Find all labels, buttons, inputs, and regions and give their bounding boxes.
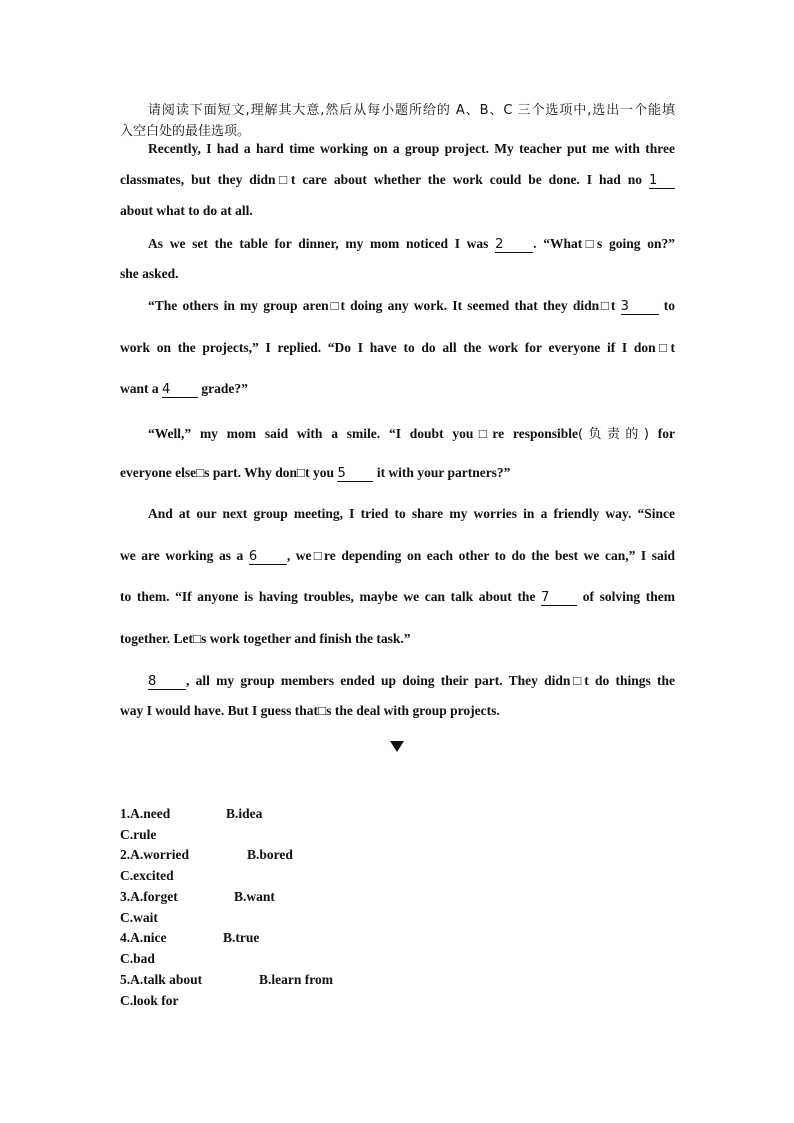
option-row-3-c bbox=[120, 910, 158, 926]
option-row-1-c bbox=[120, 827, 156, 843]
blank-8: 8 bbox=[148, 675, 186, 690]
blank-5: 5 bbox=[337, 467, 373, 482]
passage-p3-line-2: work on the projects,” I replied. “Do I have to do all the work for everyone if I don□t bbox=[120, 340, 675, 355]
passage-text: of solving them bbox=[577, 589, 675, 604]
option-c: C.excited bbox=[120, 868, 174, 883]
blank-6: 6 bbox=[249, 550, 287, 565]
blank-4: 4 bbox=[162, 383, 198, 398]
option-a: 4.A.nice bbox=[120, 930, 167, 945]
passage-p3-line-1 bbox=[120, 298, 675, 315]
option-a: 2.A.worried bbox=[120, 847, 189, 862]
passage-p6-line-2: way I would have. But I guess that□s the deal with group projects. bbox=[120, 703, 500, 718]
option-a: 3.A.forget bbox=[120, 889, 178, 904]
passage-p1-line-1: Recently, I had a hard time working on a group project. My teacher put me with three bbox=[148, 141, 675, 156]
passage-p2-line-1 bbox=[120, 236, 675, 253]
instructions-line-1: 请阅读下面短文,理解其大意,然后从每小题所给的 A、B、C 三个选项中,选出一个能填 bbox=[148, 103, 675, 118]
option-b: B.true bbox=[223, 930, 260, 945]
passage-text: grade?” bbox=[198, 381, 248, 396]
passage-text: we are working as a bbox=[120, 548, 249, 563]
passage-p6-line-1 bbox=[120, 673, 675, 690]
passage-p3-line-3 bbox=[120, 381, 675, 398]
blank-7: 7 bbox=[541, 591, 577, 606]
blank-3: 3 bbox=[621, 300, 659, 315]
passage-text: , we□re depending on each other to do the best we can,” I said bbox=[286, 548, 675, 563]
option-c: C.wait bbox=[120, 910, 158, 925]
blank-1: 1 bbox=[649, 174, 675, 189]
passage-p4-line-2 bbox=[120, 465, 675, 482]
passage-text: everyone else□s part. Why don□t you bbox=[120, 465, 338, 480]
passage-text: , all my group members ended up doing their part. They didn□t do things the bbox=[186, 673, 675, 688]
passage-text: want a bbox=[120, 381, 163, 396]
passage-text: . “What□s going on?” bbox=[533, 236, 675, 251]
option-c: C.bad bbox=[120, 951, 155, 966]
triangle-down-icon bbox=[390, 741, 404, 752]
blank-2: 2 bbox=[495, 238, 533, 253]
option-a: 1.A.need bbox=[120, 806, 171, 821]
option-b: B.want bbox=[234, 889, 275, 904]
passage-p5-line-1: And at our next group meeting, I tried to share my worries in a friendly way. “Since bbox=[148, 506, 675, 521]
option-b: B.idea bbox=[226, 806, 263, 821]
option-row-4 bbox=[120, 930, 260, 946]
passage-text: to them. “If anyone is having troubles, maybe we can talk about the bbox=[120, 589, 542, 604]
passage-p5-line-3 bbox=[120, 589, 675, 606]
passage-text: As we set the table for dinner, my mom noticed I was bbox=[148, 236, 496, 251]
option-a: 5.A.talk about bbox=[120, 972, 203, 987]
option-row-2-c bbox=[120, 868, 174, 884]
option-b: B.bored bbox=[247, 847, 293, 862]
passage-p5-line-2 bbox=[120, 548, 675, 565]
passage-p5-line-4: together. Let□s work together and finish the task.” bbox=[120, 631, 411, 646]
option-row-1 bbox=[120, 806, 263, 822]
chinese-gloss: (负责的) bbox=[578, 427, 649, 442]
passage-p1-line-2 bbox=[120, 172, 675, 189]
option-row-4-c bbox=[120, 951, 155, 967]
passage-text: for bbox=[648, 426, 675, 441]
option-row-3 bbox=[120, 889, 275, 905]
passage-p4-line-1 bbox=[120, 423, 675, 442]
option-row-5 bbox=[120, 972, 333, 988]
option-b: B.learn from bbox=[259, 972, 333, 987]
passage-p2-line-2: she asked. bbox=[120, 266, 179, 281]
instructions-line-2: 入空白处的最佳选项。 bbox=[120, 124, 251, 139]
option-row-2 bbox=[120, 847, 293, 863]
option-row-5-c bbox=[120, 993, 179, 1009]
passage-text: classmates, but they didn□t care about whether the work could be done. I had no bbox=[120, 172, 649, 187]
passage-p1-line-3: about what to do at all. bbox=[120, 203, 253, 218]
option-c: C.look for bbox=[120, 993, 179, 1008]
option-c: C.rule bbox=[120, 827, 157, 842]
passage-text: “Well,” my mom said with a smile. “I doubt you□re responsible bbox=[148, 426, 579, 441]
passage-text: it with your partners?” bbox=[373, 465, 511, 480]
passage-text: to bbox=[658, 298, 675, 313]
passage-text: “The others in my group aren□t doing any work. It seemed that they didn□t bbox=[148, 298, 621, 313]
